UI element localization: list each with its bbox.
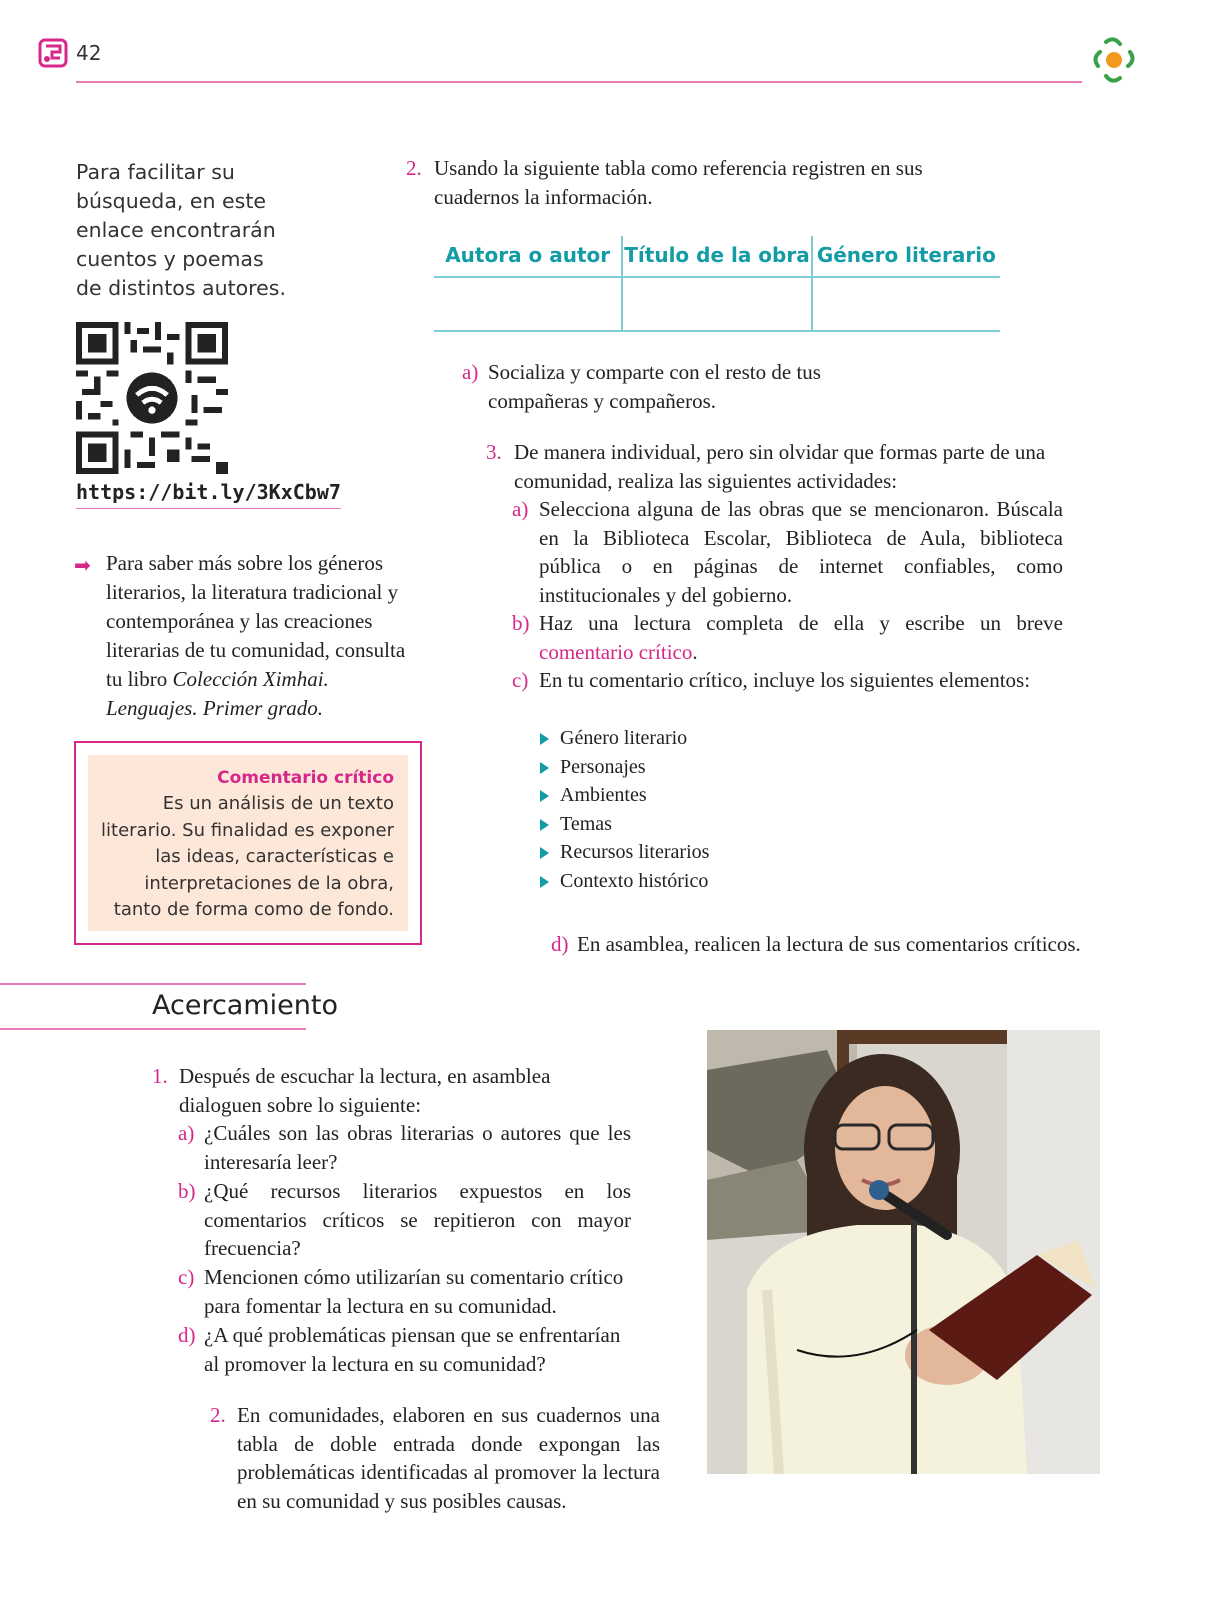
photo-reader-with-microphone	[707, 1030, 1100, 1474]
table-cell	[621, 278, 810, 330]
b-highlight: comentario crítico	[539, 639, 693, 664]
item-label: b)	[178, 1179, 196, 1203]
item-label: d)	[178, 1323, 196, 1347]
activity-3a-text: Selecciona alguna de las obras que se mencionaron. Búscala en la Biblioteca Escolar, Biblioteca de Aula, biblioteca pública o en páginas de internet confiables, como institucionales y del gobierno.	[539, 497, 1063, 607]
item-label: c)	[512, 668, 529, 692]
list-item: Recursos literarios	[538, 838, 709, 867]
question-1b-text: ¿Qué recursos literarios expuestos en los comentarios críticos se repitieron con mayor frecuencia?	[204, 1179, 631, 1260]
list-item: Temas	[538, 810, 709, 839]
question-1-text: Después de escuchar la lectura, en asamblea dialoguen sobre lo siguiente:	[179, 1064, 551, 1117]
reference-table	[434, 236, 1000, 332]
qr-link[interactable]: https://bit.ly/3KxCbw7	[76, 480, 341, 509]
ornament-icon	[38, 38, 68, 68]
book-title: Colección Ximhai. Lenguajes. Primer grado.	[106, 667, 329, 720]
section-title: Acercamiento	[152, 990, 338, 1021]
triangle-bullet-icon	[540, 762, 549, 774]
table-header: Autora o autor	[445, 243, 611, 267]
item-label: d)	[551, 932, 569, 956]
question-1a-text: ¿Cuáles son las obras literarias o autores que les interesaría leer?	[204, 1121, 631, 1174]
table-cell	[434, 278, 621, 330]
sidebar-intro: Para facilitar su búsqueda, en este enlace encontrarán cuentos y poemas de distintos autores.	[76, 160, 286, 300]
triangle-bullet-icon	[540, 819, 549, 831]
item-number: 2.	[210, 1403, 226, 1427]
triangle-bullet-icon	[540, 733, 549, 745]
table-header: Título de la obra	[621, 236, 810, 276]
header-divider	[76, 81, 1082, 83]
table-header: Género literario	[811, 236, 1000, 276]
definition-box	[74, 741, 422, 945]
activity-3c-text: En tu comentario crítico, incluye los siguientes elementos:	[539, 668, 1031, 692]
triangle-bullet-icon	[540, 876, 549, 888]
activity-3d-text: En asamblea, realicen la lectura de sus comentarios críticos.	[577, 932, 1081, 956]
book-reference-note	[106, 549, 411, 723]
item-label: a)	[462, 360, 479, 384]
item-number: 3.	[486, 440, 502, 464]
definition-body: Es un análisis de un texto literario. Su finalidad es exponer las ideas, características e interpretaciones de la obra, tanto de forma como de fondo.	[101, 793, 394, 920]
question-1c-text: Mencionen cómo utilizarían su comentario crítico para fomentar la lectura en su comunidad.	[204, 1265, 624, 1318]
section-divider	[0, 1028, 306, 1030]
item-label: c)	[178, 1265, 195, 1289]
definition-title: Comentario crítico	[217, 768, 394, 788]
qr-code[interactable]	[76, 322, 228, 474]
table-cell	[811, 278, 1000, 330]
elements-list	[538, 724, 709, 895]
list-item: Género literario	[538, 724, 709, 753]
activity-2-text: Usando la siguiente tabla como referencia registren en sus cuadernos la información.	[434, 156, 923, 209]
page-number: 42	[76, 41, 102, 65]
b-end: .	[692, 639, 698, 664]
activity-3b-text	[539, 609, 1063, 666]
question-2-text: En comunidades, elaboren en sus cuadernos una tabla de doble entrada donde expongan las problemáticas identificadas al promover la lectura en su comunidad y sus posibles causas.	[237, 1403, 660, 1513]
item-number: 1.	[152, 1064, 168, 1088]
triangle-bullet-icon	[540, 790, 549, 802]
list-item: Ambientes	[538, 781, 709, 810]
list-item: Contexto histórico	[538, 867, 709, 896]
section-divider	[0, 983, 306, 985]
list-item: Personajes	[538, 753, 709, 782]
logo-icon	[1086, 32, 1142, 88]
item-label: b)	[512, 611, 530, 635]
b-text: Haz una lectura completa de ella y escribe un breve	[539, 611, 1063, 635]
arrow-right-icon: ➡	[74, 555, 91, 577]
item-number: 2.	[406, 156, 422, 180]
activity-3-text: De manera individual, pero sin olvidar que formas parte de una comunidad, realiza las siguientes actividades:	[514, 440, 1046, 493]
item-label: a)	[512, 497, 529, 521]
item-label: a)	[178, 1121, 195, 1145]
note-text: Para saber más sobre los géneros literarios, la literatura tradicional y contemporánea y las creaciones literarias de tu comunidad, consulta tu libro	[106, 551, 406, 691]
triangle-bullet-icon	[540, 847, 549, 859]
activity-2a-text: Socializa y comparte con el resto de tus compañeras y compañeros.	[488, 360, 821, 413]
question-1d-text: ¿A qué problemáticas piensan que se enfrentarían al promover la lectura en su comunidad?	[204, 1323, 621, 1376]
